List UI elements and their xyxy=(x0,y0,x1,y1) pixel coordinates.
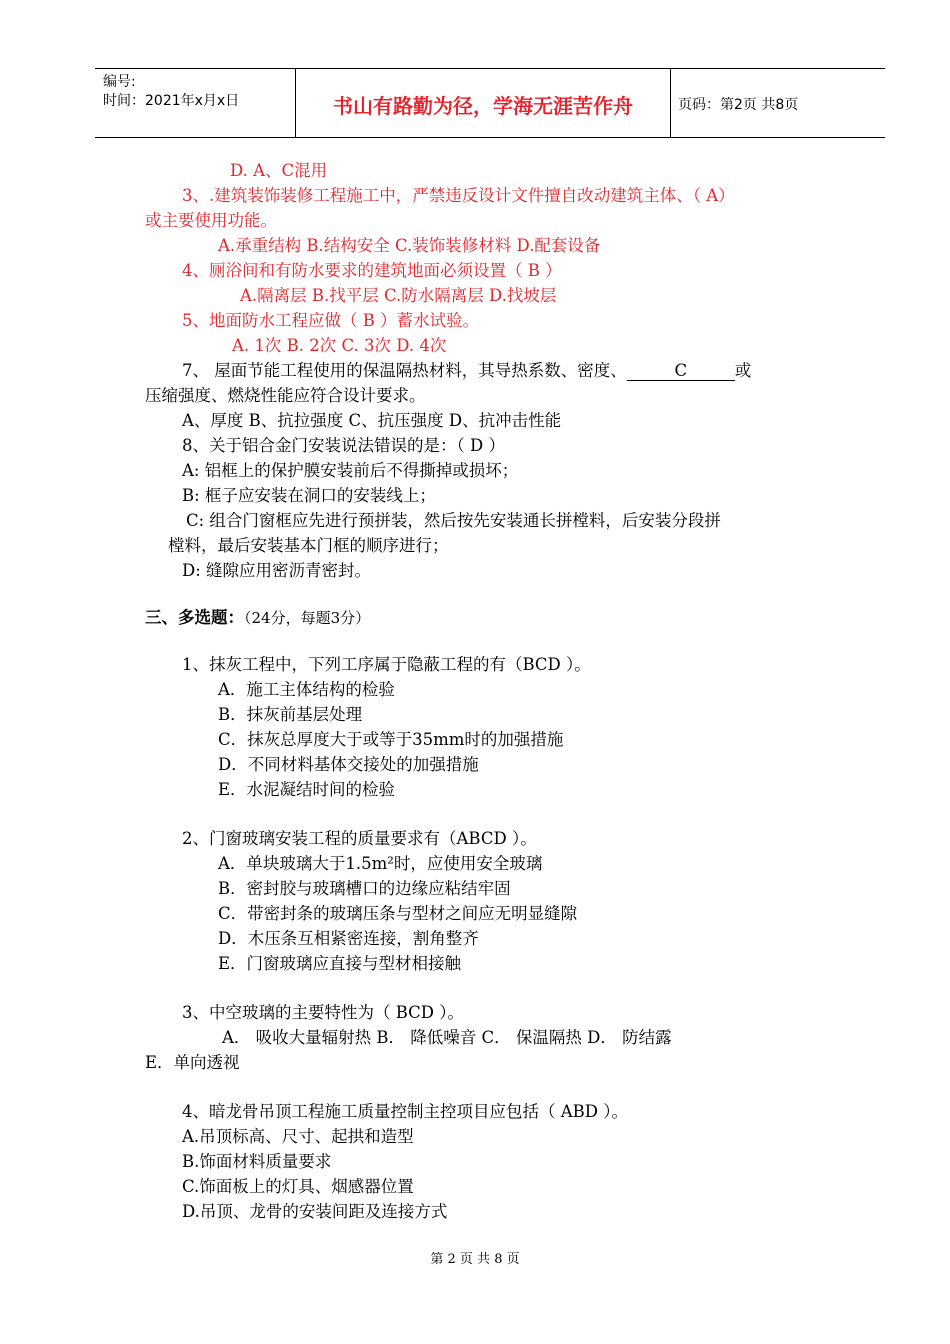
page-header xyxy=(95,68,885,138)
option-line: C．带密封条的玻璃压条与型材之间应无明显缝隙 xyxy=(218,904,578,923)
option-line: A． 吸收大量辐射热 B． 降低噪音 C． 保温隔热 D． 防结露 xyxy=(222,1028,672,1047)
option-line: 樘料，最后安装基本门框的顺序进行； xyxy=(168,536,449,555)
option-line: A.承重结构 B.结构安全 C.装饰装修材料 D.配套设备 xyxy=(218,236,601,255)
question-line: 2、门窗玻璃安装工程的质量要求有（ABCD ）。 xyxy=(182,829,537,848)
question-text: 或 xyxy=(734,361,752,380)
option-line: A、厚度 B、抗拉强度 C、抗压强度 D、抗冲击性能 xyxy=(182,411,562,430)
document-time-label: 时间：2021年x月x日 xyxy=(103,93,240,109)
question-line: 4、厕浴间和有防水要求的建筑地面必须设置（ B ） xyxy=(182,261,562,280)
question-text: 7、 屋面节能工程使用的保温隔热材料，其导热系数、密度、 xyxy=(182,361,627,380)
question-line: 4、暗龙骨吊顶工程施工质量控制主控项目应包括（ ABD ）。 xyxy=(182,1102,629,1121)
section-heading xyxy=(145,608,370,628)
option-line: A.隔离层 B.找平层 C.防水隔离层 D.找坡层 xyxy=(240,286,557,305)
page-footer: 第 2 页 共 8 页 xyxy=(430,1252,520,1267)
option-line: D. A、C混用 xyxy=(230,161,328,180)
document-number-label: 编号: xyxy=(103,74,136,90)
option-line: D．不同材料基体交接处的加强措施 xyxy=(218,755,479,774)
option-line: D: 缝隙应用密沥青密封。 xyxy=(182,561,372,580)
option-line: A. 1次 B. 2次 C. 3次 D. 4次 xyxy=(232,336,447,355)
option-line: C．抹灰总厚度大于或等于35mm时的加强措施 xyxy=(218,730,564,749)
header-meta xyxy=(103,73,293,111)
option-line: C.饰面板上的灯具、烟感器位置 xyxy=(182,1177,414,1196)
section-scoring: （24分，每题3分） xyxy=(244,609,371,627)
header-page-number: 页码：第2页 共8页 xyxy=(678,97,799,113)
option-line: E．水泥凝结时间的检验 xyxy=(218,780,396,799)
question-line: 8、关于铝合金门安装说法错误的是：（ D ） xyxy=(182,436,505,455)
option-line: B．抹灰前基层处理 xyxy=(218,705,363,724)
option-line: D．木压条互相紧密连接，割角整齐 xyxy=(218,929,479,948)
question-line xyxy=(182,361,751,381)
question-line: 3、.建筑装饰装修工程施工中，严禁违反设计文件擅自改动建筑主体、（ A） xyxy=(182,186,735,205)
option-line: B．密封胶与玻璃槽口的边缘应粘结牢固 xyxy=(218,879,511,898)
header-divider xyxy=(670,69,671,137)
question-line: 1、抹灰工程中，下列工序属于隐蔽工程的有（BCD ）。 xyxy=(182,655,591,674)
question-line: 或主要使用功能。 xyxy=(145,211,277,230)
option-line: A．单块玻璃大于1.5m²时，应使用安全玻璃 xyxy=(218,854,543,873)
section-title: 三、多选题： xyxy=(145,608,244,627)
option-line: E．单向透视 xyxy=(145,1053,240,1072)
question-line: 3、中空玻璃的主要特性为（ BCD ）。 xyxy=(182,1003,465,1022)
option-line: C: 组合门窗框应先进行预拼装，然后按先安装通长拼樘料，后安装分段拼 xyxy=(186,511,721,530)
header-divider xyxy=(295,69,296,137)
option-line: A: 铝框上的保护膜安装前后不得撕掉或损坏； xyxy=(182,461,519,480)
question-line: 压缩强度、燃烧性能应符合设计要求。 xyxy=(145,386,426,405)
option-line: A．施工主体结构的检验 xyxy=(218,680,395,699)
header-motto: 书山有路勤为径，学海无涯苦作舟 xyxy=(333,94,633,118)
option-line: E．门窗玻璃应直接与型材相接触 xyxy=(218,954,462,973)
option-line: D.吊顶、龙骨的安装间距及连接方式 xyxy=(182,1202,448,1221)
question-line: 5、地面防水工程应做（ B ）蓄水试验。 xyxy=(182,311,480,330)
option-line: A.吊顶标高、尺寸、起拱和造型 xyxy=(182,1127,414,1146)
option-line: B.饰面材料质量要求 xyxy=(182,1152,332,1171)
option-line: B: 框子应安装在洞口的安装线上； xyxy=(182,486,436,505)
answer-blank: C xyxy=(627,362,735,381)
